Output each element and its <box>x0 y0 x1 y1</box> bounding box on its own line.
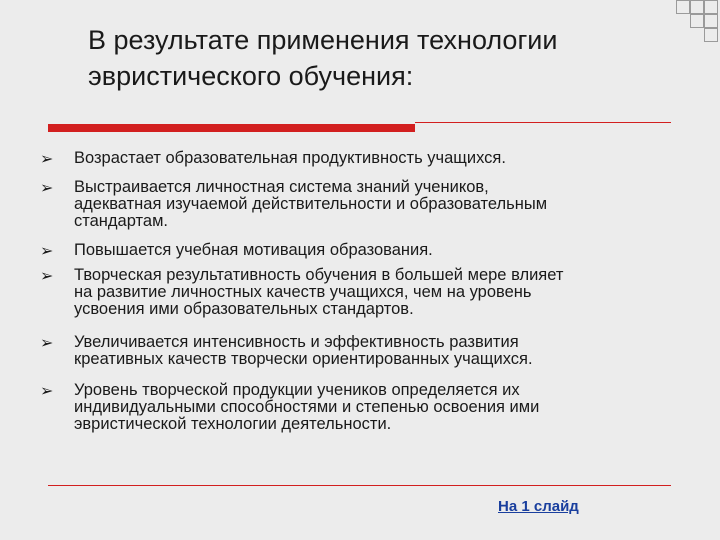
bullet-text: индивидуальными способностями и степенью освоения ими <box>74 398 540 416</box>
title-line-2: эвристического обучения: <box>88 61 414 91</box>
decor-square <box>704 14 718 28</box>
footer-divider <box>48 485 671 486</box>
title-divider-thin <box>415 122 671 123</box>
arrow-bullet-icon: ➢ <box>40 333 54 352</box>
bullet-item <box>40 179 680 230</box>
bullet-item <box>40 242 680 259</box>
bullet-text: Повышается учебная мотивация образования. <box>74 241 433 259</box>
bullet-item <box>40 382 680 433</box>
arrow-bullet-icon: ➢ <box>40 266 54 285</box>
decor-square <box>704 28 718 42</box>
decor-square <box>690 0 704 14</box>
arrow-bullet-icon: ➢ <box>40 381 54 400</box>
bullet-list <box>40 150 680 433</box>
decor-square <box>690 14 704 28</box>
arrow-bullet-icon: ➢ <box>40 178 54 197</box>
title-divider-thick <box>48 124 415 132</box>
arrow-bullet-icon: ➢ <box>40 149 54 168</box>
go-to-slide-1-link[interactable]: На 1 слайд <box>498 498 579 515</box>
bullet-text: креативных качеств творчески ориентированных учащихся. <box>74 350 533 368</box>
decor-square <box>676 0 690 14</box>
slide-title <box>88 22 688 94</box>
decor-square <box>704 0 718 14</box>
bullet-text: Возрастает образовательная продуктивность учащихся. <box>74 149 506 167</box>
bullet-item <box>40 150 680 167</box>
bullet-text: адекватная изучаемой действительности и образовательным <box>74 195 548 213</box>
bullet-item <box>40 334 680 368</box>
bullet-text: Уровень творческой продукции учеников определяется их <box>74 381 520 399</box>
bullet-text: Выстраивается личностная система знаний учеников, <box>74 178 489 196</box>
bullet-text: Творческая результативность обучения в большей мере влияет <box>74 266 564 284</box>
bullet-text: стандартам. <box>74 212 169 230</box>
bullet-text: на развитие личностных качеств учащихся, чем на уровень <box>74 283 532 301</box>
bullet-text: эвристической технологии деятельности. <box>74 415 392 433</box>
bullet-text: Увеличивается интенсивность и эффективность развития <box>74 333 519 351</box>
title-line-1: В результате применения технологии <box>88 25 558 55</box>
arrow-bullet-icon: ➢ <box>40 241 54 260</box>
bullet-item <box>40 267 680 318</box>
bullet-text: усвоения ими образовательных стандартов. <box>74 300 414 318</box>
